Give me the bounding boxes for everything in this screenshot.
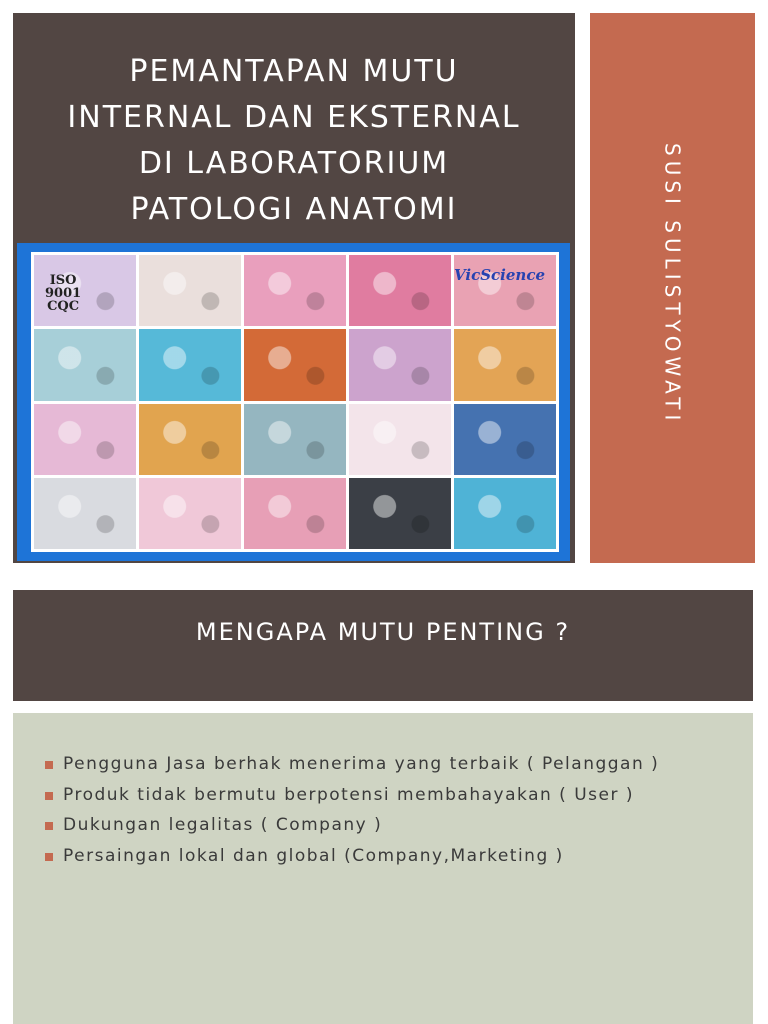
histology-tile — [349, 404, 451, 475]
histology-tile-grid — [31, 252, 559, 552]
bullet-text: Produk tidak bermutu berpotensi membahayakan ( User ) — [63, 784, 634, 805]
histology-tile — [454, 404, 556, 475]
histology-tile — [34, 329, 136, 400]
iso-line: CQC — [47, 299, 80, 314]
iso-badge — [45, 274, 81, 313]
histology-tile — [454, 478, 556, 549]
title-line: INTERNAL DAN EKSTERNAL — [67, 100, 521, 135]
bullet-text: Dukungan legalitas ( Company ) — [63, 815, 383, 835]
histology-tile — [244, 478, 346, 549]
histology-tile — [349, 478, 451, 549]
bullet-list — [45, 749, 659, 871]
histology-tile — [349, 255, 451, 326]
histology-image-frame — [17, 243, 570, 561]
histology-tile — [454, 329, 556, 400]
histology-tile — [244, 255, 346, 326]
bullet-marker-icon — [45, 822, 53, 830]
bullet-marker-icon — [45, 792, 53, 800]
bullet-item — [45, 810, 659, 841]
section-heading: MENGAPA MUTU PENTING ? — [195, 618, 571, 646]
vicscience-logo: VicScience — [454, 266, 545, 284]
histology-image — [31, 252, 559, 552]
title-line: PEMANTAPAN MUTU — [129, 54, 459, 89]
iso-line: ISO — [49, 273, 77, 288]
histology-tile — [34, 478, 136, 549]
histology-tile — [139, 404, 241, 475]
histology-tile — [139, 478, 241, 549]
section-header-panel — [13, 590, 753, 701]
title-panel — [13, 13, 575, 563]
content-panel — [13, 713, 753, 1024]
bullet-marker-icon — [45, 761, 53, 769]
bullet-text: Pengguna Jasa berhak menerima yang terbaik ( Pelanggan ) — [63, 754, 660, 774]
bullet-item — [45, 780, 659, 811]
iso-line: 9001 — [45, 286, 82, 301]
bullet-text: Persaingan lokal dan global (Company,Marketing ) — [63, 845, 564, 866]
title-line: PATOLOGI ANATOMI — [130, 192, 458, 227]
histology-tile — [139, 329, 241, 400]
bullet-marker-icon — [45, 853, 53, 861]
histology-tile — [34, 404, 136, 475]
author-name: SUSI SULISTYOWATI — [660, 143, 685, 426]
bullet-item — [45, 841, 659, 872]
bullet-item — [45, 749, 659, 780]
histology-tile — [244, 404, 346, 475]
histology-tile — [139, 255, 241, 326]
title-line: DI LABORATORIUM — [138, 146, 450, 181]
slide-title — [13, 49, 575, 233]
histology-tile — [349, 329, 451, 400]
author-panel — [590, 13, 755, 563]
histology-tile — [244, 329, 346, 400]
